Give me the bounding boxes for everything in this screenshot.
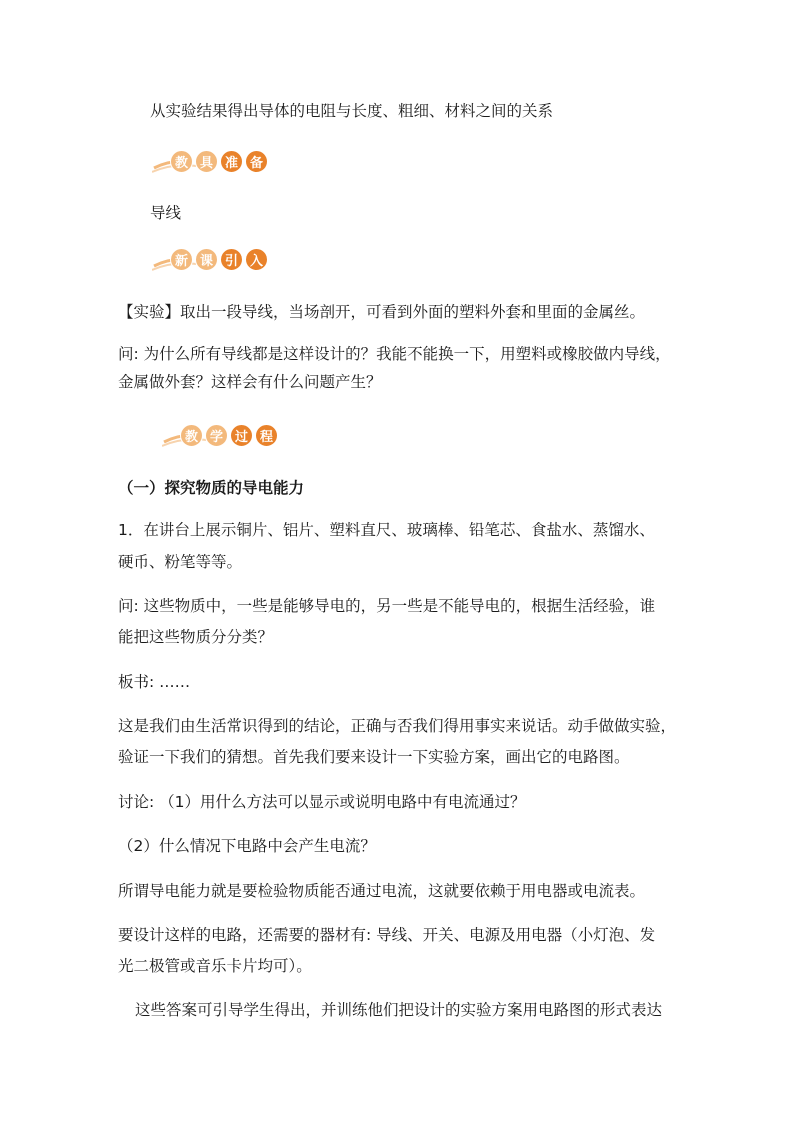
section-heading: （一）探究物质的导电能力: [118, 479, 305, 497]
text-line: 这是我们由生活常识得到的结论，正确与否我们得用事实来说话。动手做做实验，: [118, 717, 677, 735]
text-line: 问: 这些物质中，一些是能够导电的，另一些是不能导电的，根据生活经验，谁: [118, 597, 656, 615]
text-line: 光二极管或音乐卡片均可）。: [118, 957, 312, 975]
badge-char: 新: [170, 248, 193, 271]
text-line: 讨论: （1）用什么方法可以显示或说明电路中有电流通过？: [118, 793, 526, 811]
text-line: 导线: [150, 204, 182, 222]
badge-char: 学: [205, 424, 228, 447]
text-line: 所谓导电能力就是要检验物质能否通过电流，这就要依赖于用电器或电流表。: [118, 882, 646, 900]
text-line: 金属做外套？这样会有什么问题产生？: [118, 373, 382, 391]
badge-char: 备: [245, 150, 268, 173]
text-line: （2）什么情况下电路中会产生电流？: [118, 837, 376, 855]
badge-char: 过: [230, 424, 253, 447]
text-line: 1．在讲台上展示铜片、铝片、塑料直尺、玻璃棒、铅笔芯、食盐水、蒸馏水、: [118, 521, 655, 539]
text-line: 问: 为什么所有导线都是这样设计的？我能不能换一下，用塑料或橡胶做内导线，: [118, 345, 671, 363]
badge-char: 课: [195, 248, 218, 271]
badge-char: 入: [245, 248, 268, 271]
badge-char: 教: [170, 150, 193, 173]
text-line: 【实验】取出一段导线，当场剖开，可看到外面的塑料外套和里面的金属丝。: [118, 303, 646, 321]
badge-char: 具: [195, 150, 218, 173]
text-line: 从实验结果得出导体的电阻与长度、粗细、材料之间的关系: [150, 102, 554, 120]
text-line: 板书: ……: [118, 673, 191, 691]
text-line: 要设计这样的电路，还需要的器材有: 导线、开关、电源及用电器（小灯泡、发: [118, 926, 656, 944]
badge-char: 准: [220, 150, 243, 173]
text-line: 这些答案可引导学生得出，并训练他们把设计的实验方案用电路图的形式表达: [135, 1001, 663, 1019]
badge-char: 教: [180, 424, 203, 447]
badge-char: 程: [255, 424, 278, 447]
text-line: 验证一下我们的猜想。首先我们要来设计一下实验方案，画出它的电路图。: [118, 748, 630, 766]
text-line: 能把这些物质分分类？: [118, 628, 274, 646]
text-line: 硬币、粉笔等等。: [118, 553, 243, 571]
badge-char: 引: [220, 248, 243, 271]
